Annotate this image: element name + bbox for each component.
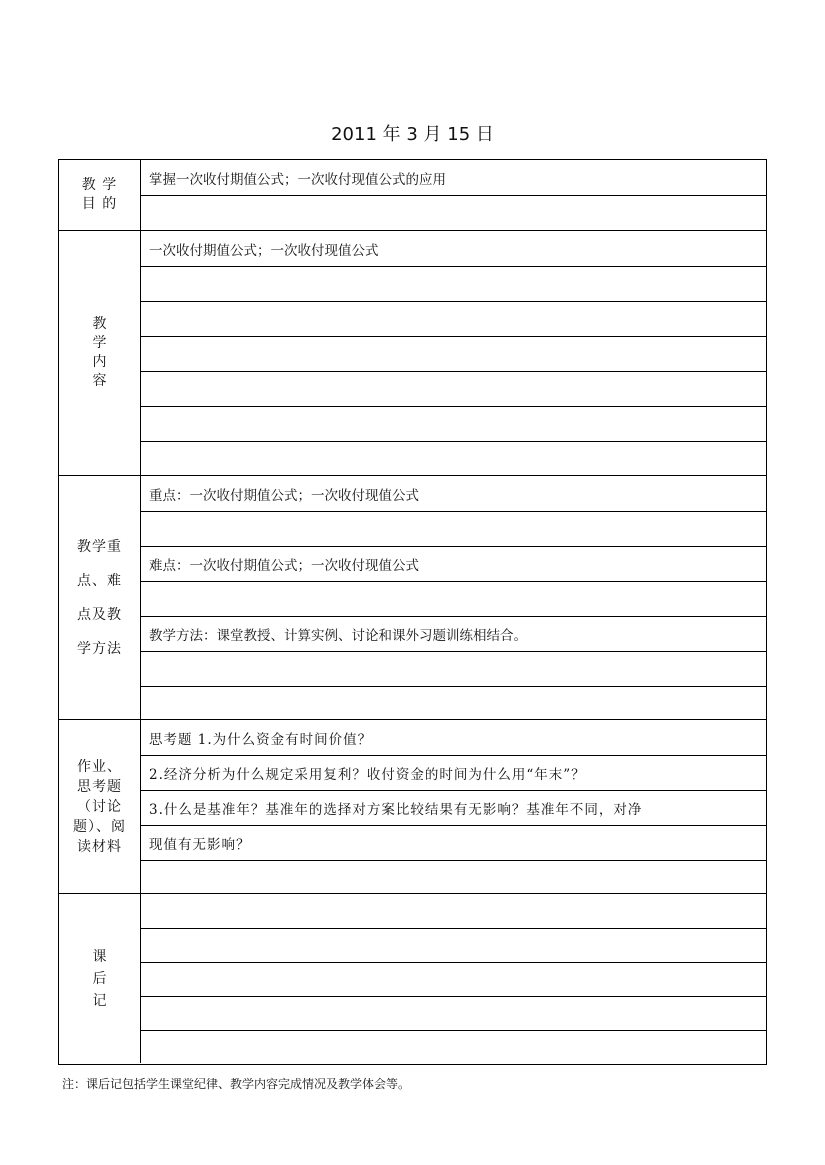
table-row: [141, 651, 766, 686]
table-row: [141, 441, 766, 476]
label-line: 思考题: [77, 778, 122, 795]
table-row: [141, 266, 766, 301]
table-row: [141, 928, 766, 962]
label-line: 题）、阅: [73, 818, 126, 835]
footnote: 注：课后记包括学生课堂纪律、教学内容完成情况及教学体会等。: [62, 1077, 411, 1091]
table-row: [141, 406, 766, 441]
label-line: 容: [92, 373, 107, 389]
section-label: [59, 720, 141, 893]
table-row: [141, 301, 766, 336]
label-line: 课: [92, 948, 107, 965]
section-label: [59, 160, 141, 230]
table-row: [141, 336, 766, 371]
table-row: 3.什么是基准年？基准年的选择对方案比较结果有无影响？基准年不同，对净: [141, 790, 766, 825]
table-row: [141, 371, 766, 406]
section-homework: [59, 719, 766, 893]
lesson-date: 2011 年 3 月 15 日: [331, 124, 494, 145]
table-row: [141, 581, 766, 616]
label-line: 学方法: [77, 640, 122, 657]
label-line: 点、难: [77, 572, 122, 589]
section-objectives: [59, 160, 766, 230]
section-key-points: [59, 475, 766, 719]
label-line: 作业、: [77, 758, 122, 775]
table-row: [141, 996, 766, 1030]
table-row: 重点：一次收付期值公式；一次收付现值公式: [149, 487, 419, 504]
section-label: [59, 894, 141, 1063]
label-line: （讨论: [77, 798, 122, 815]
table-row: 一次收付期值公式；一次收付现值公式: [149, 242, 379, 259]
section-label: [59, 231, 141, 475]
table-row: [141, 195, 766, 230]
table-row: [141, 860, 766, 894]
table-row: [141, 1030, 766, 1064]
table-row: [141, 962, 766, 996]
section-content: [59, 230, 766, 475]
label-line: 学: [92, 335, 107, 351]
label-line: 读材料: [77, 838, 122, 855]
table-row: 思考题 1.为什么资金有时间价值？: [149, 731, 373, 748]
table-row: [141, 894, 766, 928]
table-row: 教学方法：课堂教授、计算实例、讨论和课外习题训练相结合。: [141, 616, 766, 651]
label-line: 教学重: [77, 538, 122, 555]
label-line: 后: [92, 970, 107, 987]
table-row: [141, 511, 766, 546]
table-row: 掌握一次收付期值公式；一次收付现值公式的应用: [149, 171, 446, 188]
label-line: 目 的: [81, 196, 118, 212]
table-row: 2.经济分析为什么规定采用复利？收付资金的时间为什么用“年末”？: [141, 755, 766, 790]
label-line: 内: [92, 354, 107, 370]
label-line: 教 学: [81, 177, 118, 193]
section-notes: [59, 893, 766, 1063]
lesson-plan-table: [58, 159, 767, 1065]
section-label: [59, 476, 141, 719]
table-row: 难点：一次收付期值公式；一次收付现值公式: [141, 546, 766, 581]
table-row: 现值有无影响？: [141, 825, 766, 860]
label-line: 教: [92, 316, 107, 332]
table-row: [141, 686, 766, 720]
label-line: 点及教: [77, 606, 122, 623]
label-line: 记: [92, 992, 107, 1009]
